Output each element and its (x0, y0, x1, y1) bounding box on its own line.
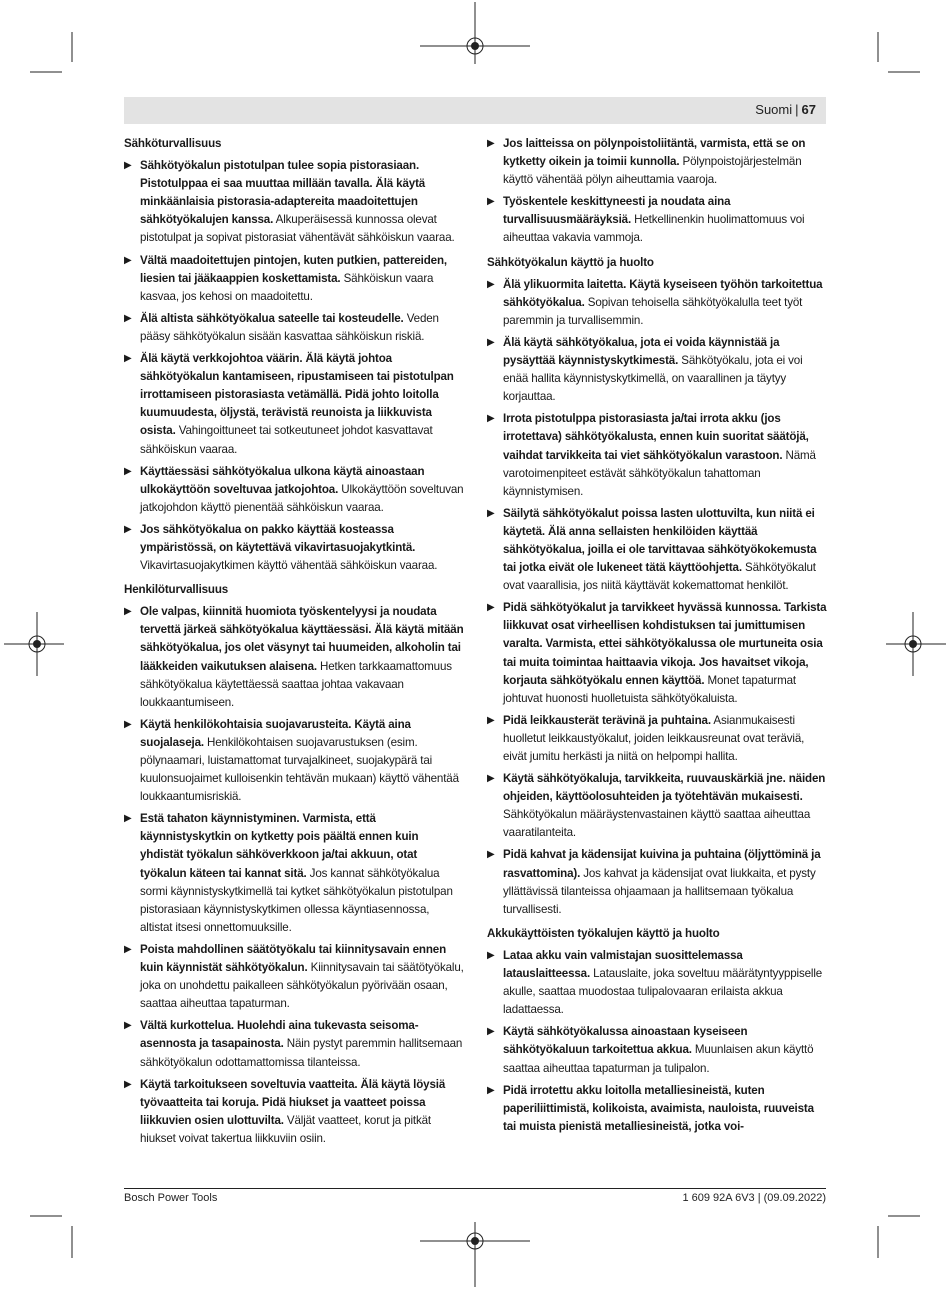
safety-list-item (124, 603, 464, 712)
instruction-bold: Jos laitteissa on pölynpoistoliitäntä, varmista, että se on kytketty oikein ja toimii kunnolla. (503, 137, 806, 169)
instruction-bold: Käytä sähkötyökalussa ainoastaan kyseiseen sähkötyökaluun tarkoitettua akkua. (503, 1025, 748, 1057)
header-text: Suomi | 67 (755, 102, 816, 117)
triangle-bullet-icon: ▶ (487, 949, 495, 961)
triangle-bullet-icon: ▶ (124, 813, 132, 825)
triangle-bullet-icon: ▶ (124, 606, 132, 618)
registration-target-left (4, 612, 64, 676)
safety-list-item (124, 157, 464, 247)
instruction-bold: Vältä kurkottelua. Huolehdi aina tukevasta seisoma-asennosta ja tasapainosta. (140, 1019, 419, 1051)
triangle-bullet-icon: ▶ (487, 773, 495, 785)
section-title: Henkilöturvallisuus (124, 583, 229, 597)
safety-list-item (124, 463, 464, 517)
safety-list-item (124, 810, 464, 937)
instruction-bold: Älä käytä sähkötyökalua, jota ei voida käynnistää ja pysäyttää käynnistyskytkimestä. (503, 335, 780, 368)
instruction-bold: Käytä sähkötyökaluja, tarvikkeita, ruuvauskärkiä jne. näiden ohjeiden, käyttöolosuhteiden ja työtehtävän mukaisesti. (503, 772, 826, 804)
triangle-bullet-icon: ▶ (487, 413, 495, 425)
instruction-bold: Sähkötyökalun pistotulpan tulee sopia pistorasiaan. Pistotulppaa ei saa muuttaa millään tavalla. Älä käytä minkäänlaisia pistorasia-adaptereita maadoitettujen sähkötyökalujen kanssa. (140, 159, 426, 227)
left-column (124, 135, 464, 1152)
crop-mark-top-right (878, 32, 920, 72)
triangle-bullet-icon: ▶ (487, 138, 495, 149)
triangle-bullet-icon: ▶ (124, 353, 132, 365)
instruction-explanation: Nämä varotoimenpiteet estävät sähkötyökalun tahattoman käynnistymisen. (503, 448, 816, 498)
instruction-explanation: Kiinnitysavain tai säätötyökalu, joka on unohdettu paikalleen sähkötyökalun pyörivään osaan, saattaa aiheuttaa tapaturman. (140, 961, 464, 1011)
triangle-bullet-icon: ▶ (487, 602, 495, 614)
triangle-bullet-icon: ▶ (124, 1020, 132, 1032)
footer-doc-id: 1 609 92A 6V3 | (09.09.2022) (682, 1192, 826, 1204)
instruction-bold: Poista mahdollinen säätötyökalu tai kiinnitysavain ennen kuin käynnistät sähkötyökalun. (140, 942, 447, 975)
section-title: Akkukäyttöisten työkalujen käyttö ja huolto (487, 926, 720, 940)
safety-list-item (124, 941, 464, 1013)
triangle-bullet-icon: ▶ (487, 1084, 495, 1096)
instruction-explanation: Jos kahvat ja kädensijat ovat liukkaita, et pysty yllättävissä tilanteissa ohjaamaan ja hallitsemaan työkalua turvallisesti. (503, 866, 816, 916)
instruction-explanation: Alkuperäisessä kunnossa olevat pistotulpat ja sopivat pistorasiat vähentävät sähköiskun vaaraa. (140, 213, 455, 245)
instruction-bold: Pidä leikkausterät terävinä ja puhtaina. (503, 713, 711, 727)
safety-list-item (487, 135, 827, 189)
crop-mark-bottom-right (878, 1216, 920, 1258)
instruction-explanation: Sähkötyökalu, jota ei voi enää hallita käynnistyskytkimellä, on vaarallinen ja täytyy korjauttaa. (503, 354, 803, 404)
safety-list-item (124, 1076, 464, 1148)
safety-list-item (124, 350, 464, 459)
safety-list-item (124, 310, 464, 346)
instruction-bold: Estä tahaton käynnistyminen. Varmista, että käynnistyskytkin on kytketty pois päältä ennen kuin yhdistät työkalun sähköverkkoon ja/tai akkuun, otat työkalun käteen tai kannat sitä. (140, 812, 419, 880)
safety-list-item (487, 1082, 827, 1136)
instruction-explanation: Ulkokäyttöön soveltuvan jatkojohdon käyttö pienentää sähköiskun vaaraa. (140, 482, 464, 514)
triangle-bullet-icon: ▶ (124, 943, 132, 955)
instruction-explanation: Monet tapaturmat johtuvat huonosti huolletuista sähkötyökaluista. (503, 673, 796, 705)
triangle-bullet-icon: ▶ (487, 849, 495, 861)
instruction-explanation: Pölynpoistojärjestelmän käyttö vähentää pölyn aiheuttamia vaaroja. (503, 155, 802, 187)
triangle-bullet-icon: ▶ (124, 312, 132, 324)
safety-list-item (487, 599, 827, 708)
triangle-bullet-icon: ▶ (487, 278, 495, 290)
instruction-bold: Pidä kahvat ja kädensijat kuivina ja puhtaina (öljyttöminä ja rasvattomina). (503, 848, 821, 880)
instruction-explanation: Väljät vaatteet, korut ja pitkät hiukset voivat takertua liikkuviin osiin. (140, 1113, 431, 1145)
header-language: Suomi (755, 102, 793, 117)
instruction-explanation: Sähköiskun vaara kasvaa, jos kehosi on maadoitettu. (140, 271, 434, 303)
page-header (124, 97, 826, 124)
instruction-explanation: Veden pääsy sähkötyökalun sisään kasvattaa sähköiskun riskiä. (140, 311, 439, 343)
instruction-explanation: Hetken tarkkaamattomuus sähkötyökalua käytettäessä saattaa johtaa vakavaan loukkaantumiseen. (140, 659, 452, 709)
instruction-bold: Pidä sähkötyökalut ja tarvikkeet hyvässä kunnossa. Tarkista liikkuvat osat virheellisen kohdistuksen tai jumittumisen varalta. Varmista, ettei sähkötyökalussa ole murtuneita osia tai muita toimintaa haittaavia vikoja. Jos havaitset vikoja, korjauta sähkötyökalu ennen käyttöä. (503, 601, 827, 687)
crop-mark-bottom-left (30, 1216, 72, 1258)
section-title: Sähköturvallisuus (124, 137, 222, 150)
safety-list-item (487, 947, 827, 1019)
instruction-explanation: Vahingoittuneet tai sotkeutuneet johdot kasvattavat sähköiskun vaaraa. (140, 424, 433, 456)
footer-brand: Bosch Power Tools (124, 1192, 218, 1204)
safety-list-item (487, 712, 827, 766)
instruction-explanation: Näin pystyt paremmin hallitsemaan sähkötyökalun odottamattomissa tilanteissa. (140, 1037, 463, 1069)
triangle-bullet-icon: ▶ (124, 523, 132, 535)
registration-target-bottom (420, 1222, 530, 1287)
triangle-bullet-icon: ▶ (124, 465, 132, 477)
triangle-bullet-icon: ▶ (124, 254, 132, 266)
triangle-bullet-icon: ▶ (487, 196, 495, 208)
safety-list-item (487, 770, 827, 842)
instruction-explanation: Vikavirtasuojakytkimen käyttö vähentää sähköiskun vaaraa. (140, 559, 438, 573)
instruction-explanation: Hetkellinenkin huolimattomuus voi aiheuttaa vakavia vammoja. (503, 213, 805, 245)
triangle-bullet-icon: ▶ (124, 718, 132, 730)
instruction-bold: Älä käytä verkkojohtoa väärin. Älä käytä johtoa sähkötyökalun kantamiseen, ripustamiseen tai pistotulpan irrottamiseen pistorasiasta vetämällä. Pidä johto loitolla kuumuudesta, öljystä, terävistä reunoista ja liikkuvista osista. (140, 352, 454, 438)
instruction-explanation: Asianmukaisesti huolletut leikkaustyökalut, joiden leikkausreunat ovat teräviä, eivät jumitu herkästi ja niitä on helpompi hallita. (503, 713, 805, 763)
instruction-bold: Irrota pistotulppa pistorasiasta ja/tai irrota akku (jos irrotettava) sähkötyökalusta, ennen kuin suoritat säätöjä, vaihdat tarvikkeita tai viet sähkötyökalun varastoon. (503, 412, 809, 462)
instruction-bold: Säilytä sähkötyökalut poissa lasten ulottuvilta, kun niitä ei käytetä. Älä anna sellaisten henkilöiden käyttää sähkötyökalua, joilla ei ole tarvittavaa sähkötyökokemusta tai jotka eivät ole lukeneet tätä käyttöohjetta. (503, 506, 817, 575)
safety-list-item (487, 410, 827, 500)
instruction-bold: Käyttäessäsi sähkötyökalua ulkona käytä ainoastaan ulkokäyttöön soveltuvaa jatkojohtoa. (140, 464, 425, 496)
instruction-explanation: Henkilökohtaisen suojavarustuksen (esim. pölynaamari, luistamattomat turvajalkineet, suojakypärä tai kuulonsuojaimet kulloisenkin tehtävän mukaan) käyttö vähentää loukkaantumisriskiä. (140, 735, 459, 804)
instruction-explanation: Sähkötyökalun määräystenvastainen käyttö saattaa aiheuttaa vaaratilanteita. (503, 808, 811, 840)
instruction-explanation: Muunlaisen akun käyttö saattaa aiheuttaa tapaturman ja tulipalon. (503, 1043, 814, 1075)
triangle-bullet-icon: ▶ (487, 336, 495, 348)
instruction-bold: Lataa akku vain valmistajan suosittelemassa latauslaitteessa. (503, 948, 743, 981)
page-number: 67 (801, 102, 816, 117)
safety-list-item (487, 193, 827, 247)
crop-mark-top-left (30, 32, 72, 72)
instruction-bold: Älä altista sähkötyökalua sateelle tai kosteudelle. (140, 311, 404, 325)
safety-list-item (487, 334, 827, 406)
triangle-bullet-icon: ▶ (124, 160, 132, 172)
safety-list-item (124, 1017, 464, 1071)
safety-list-item (124, 716, 464, 806)
instruction-bold: Ole valpas, kiinnitä huomiota työskentelyysi ja noudata tervettä järkeä sähkötyökalua käyttäessäsi. Älä käytä mitään sähkötyökalua, jos olet väsynyt tai huumeiden, alkoholin tai lääkkeiden vaikutuksen alaisena. (140, 605, 464, 673)
right-column (487, 135, 827, 1140)
instruction-bold: Jos sähkötyökalua on pakko käyttää kosteassa ympäristössä, on käytettävä vikavirtasuojakytkintä. (140, 522, 416, 554)
safety-list-item (487, 276, 827, 330)
triangle-bullet-icon: ▶ (487, 714, 495, 726)
safety-list-item (487, 1023, 827, 1077)
instruction-explanation: Sopivan tehoisella sähkötyökalulla teet työt paremmin ja turvallisemmin. (503, 295, 803, 327)
instruction-explanation: Sähkötyökalut ovat vaarallisia, jos niitä käyttävät kokemattomat henkilöt. (503, 561, 816, 593)
safety-list-item (487, 846, 827, 918)
instruction-explanation: Jos kannat sähkötyökalua sormi käynnistyskytkimellä tai kytket sähkötyökalun pistotulpan pistorasiaan käynnistyskytkimen ollessa käyntiasennossa, altistat itsesi onnettomuuksille. (140, 866, 453, 934)
triangle-bullet-icon: ▶ (124, 1078, 132, 1090)
section-title: Sähkötyökalun käyttö ja huolto (487, 255, 654, 269)
instruction-bold: Käytä henkilökohtaisia suojavarusteita. Käytä aina suojalaseja. (140, 717, 411, 749)
safety-list-item (124, 521, 464, 575)
registration-target-right (886, 612, 946, 676)
instruction-explanation: Latauslaite, joka soveltuu määrätyntyyppiselle akulle, saattaa muodostaa tulipalovaaran erilaista akkua ladattaessa. (503, 967, 823, 1017)
instruction-bold: Älä ylikuormita laitetta. Käytä kyseiseen työhön tarkoitettua sähkötyökalua. (503, 277, 823, 309)
safety-list-item (124, 252, 464, 306)
instruction-bold: Työskentele keskittyneesti ja noudata aina turvallisuusmääräyksiä. (503, 195, 731, 227)
registration-target-top (420, 2, 530, 64)
triangle-bullet-icon: ▶ (487, 1026, 495, 1038)
triangle-bullet-icon: ▶ (487, 507, 495, 519)
instruction-bold: Vältä maadoitettujen pintojen, kuten putkien, pattereiden, liesien tai jääkaappien koskettamista. (140, 253, 447, 285)
instruction-bold: Käytä tarkoitukseen soveltuvia vaatteita. Älä käytä löysiä työvaatteita tai koruja. Pidä hiukset ja vaatteet poissa liikkuvien osien ulottuvilta. (140, 1077, 446, 1127)
safety-list-item (487, 505, 827, 595)
instruction-bold: Pidä irrotettu akku loitolla metalliesineistä, kuten paperiliittimistä, kolikoista, avaimista, nauloista, ruuveista tai muista pienistä metalliesineistä, jotka voi- (503, 1083, 814, 1133)
footer-rule (124, 1188, 826, 1189)
